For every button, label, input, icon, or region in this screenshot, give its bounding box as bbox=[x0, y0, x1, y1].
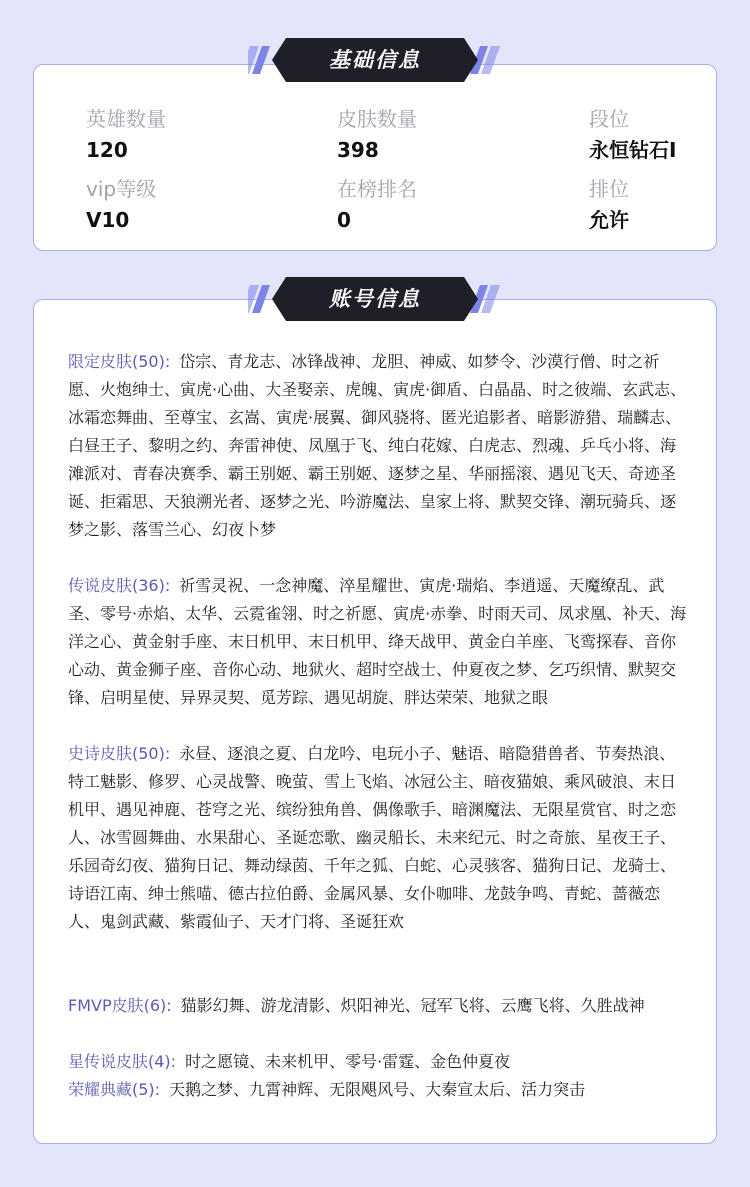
account-info-title-banner bbox=[248, 277, 502, 321]
leaderboard-rank-label: 在榜排名 bbox=[337, 177, 417, 201]
leaderboard-rank-value: 0 bbox=[337, 208, 351, 232]
fmvp-skins-title: FMVP皮肤(6): bbox=[68, 996, 172, 1015]
basic-info-title: 基础信息 bbox=[329, 48, 421, 72]
rank-tier-label: 段位 bbox=[589, 107, 629, 131]
ranked-permission-field bbox=[589, 177, 629, 232]
glory-collection-list bbox=[68, 1076, 690, 1104]
skin-count-field bbox=[337, 107, 417, 162]
vip-level-field bbox=[86, 177, 156, 232]
leaderboard-rank-field bbox=[337, 177, 417, 232]
legend-skins-items: 祈雪灵祝、一念神魔、淬星耀世、寅虎·瑞焰、李逍遥、天魔缭乱、武圣、零号·赤焰、太华、云霓雀翎、时之祈愿、寅虎·赤拳、时雨天司、凤求凰、补天、海洋之心、黄金射手座、末日机甲、末日机甲、绛天战甲、黄金白羊座、飞鸾探春、音你心动、黄金狮子座、音你心动、地狱火、超时空战士、仲夏夜之梦、乞巧织情、默契交锋、启明星使、异界灵契、觅芳踪、遇见胡旋、胖达荣荣、地狱之眼 bbox=[68, 576, 687, 707]
legend-skins-title: 传说皮肤(36): bbox=[68, 576, 171, 595]
ranked-permission-label: 排位 bbox=[589, 177, 629, 201]
legend-skins-list bbox=[68, 572, 690, 712]
rank-tier-field bbox=[589, 107, 676, 162]
vip-level-value: V10 bbox=[86, 208, 130, 232]
glory-collection-title: 荣耀典藏(5): bbox=[68, 1080, 161, 1099]
limited-skins-title: 限定皮肤(50): bbox=[68, 352, 171, 371]
fmvp-skins-list bbox=[68, 992, 690, 1020]
star-legend-skins-title: 星传说皮肤(4): bbox=[68, 1052, 177, 1071]
hero-count-field bbox=[86, 107, 166, 162]
star-legend-skins-list bbox=[68, 1048, 690, 1076]
fmvp-skins-items: 猫影幻舞、游龙清影、炽阳神光、冠军飞将、云鹰飞将、久胜战神 bbox=[180, 996, 645, 1015]
basic-info-title-banner bbox=[248, 38, 502, 82]
skin-count-value: 398 bbox=[337, 138, 379, 162]
hero-count-label: 英雄数量 bbox=[86, 107, 166, 131]
account-info-title: 账号信息 bbox=[329, 287, 421, 311]
limited-skins-list bbox=[68, 348, 690, 544]
epic-skins-items: 永昼、逐浪之夏、白龙吟、电玩小子、魅语、暗隐猎兽者、节奏热浪、特工魅影、修罗、心灵战警、晚萤、雪上飞焰、冰冠公主、暗夜猫娘、乘风破浪、末日机甲、遇见神鹿、苍穹之光、缤纷独角兽、偶像歌手、暗渊魔法、无限星赏官、时之恋人、冰雪圆舞曲、水果甜心、圣诞恋歌、幽灵船长、未来纪元、时之奇旅、星夜王子、乐园奇幻夜、猫狗日记、舞动绿茵、千年之狐、白蛇、心灵骇客、猫狗日记、龙骑士、诗语江南、绅士熊喵、德古拉伯爵、金属风暴、女仆咖啡、龙鼓争鸣、青蛇、蔷薇恋人、鬼剑武藏、紫霞仙子、天才门将、圣诞狂欢 bbox=[68, 744, 677, 931]
limited-skins-items: 岱宗、青龙志、冰锋战神、龙胆、神威、如梦令、沙漠行僧、时之祈愿、火炮绅士、寅虎·心曲、大圣娶亲、虎魄、寅虎·御盾、白晶晶、时之彼端、玄武志、冰霜恋舞曲、至尊宝、玄嵩、寅虎·展翼、御风骁将、匿光追影者、暗影游猎、瑞麟志、白昼王子、黎明之约、奔雷神使、凤凰于飞、纯白花嫁、白虎志、烈魂、乒乓小将、海滩派对、青春决赛季、霸王别姬、霸王别姬、逐梦之星、华丽摇滚、遇见飞天、奇迹圣诞、拒霜思、天狼溯光者、逐梦之光、吟游魔法、皇家上将、默契交锋、潮玩骑兵、逐梦之影、落雪兰心、幻夜卜梦 bbox=[68, 352, 687, 539]
skin-count-label: 皮肤数量 bbox=[337, 107, 417, 131]
vip-level-label: vip等级 bbox=[86, 177, 157, 201]
account-info-panel bbox=[33, 299, 717, 1144]
epic-skins-list bbox=[68, 740, 690, 936]
star-legend-skins-items: 时之愿镜、未来机甲、零号·雷霆、金色仲夏夜 bbox=[185, 1052, 511, 1071]
glory-collection-items: 天鹅之梦、九霄神辉、无限飓风号、大秦宣太后、活力突击 bbox=[169, 1080, 586, 1099]
rank-tier-value: 永恒钻石I bbox=[589, 138, 677, 162]
hero-count-value: 120 bbox=[86, 138, 128, 162]
basic-info-panel bbox=[33, 64, 717, 251]
epic-skins-title: 史诗皮肤(50): bbox=[68, 744, 171, 763]
ranked-permission-value: 允许 bbox=[589, 208, 629, 232]
